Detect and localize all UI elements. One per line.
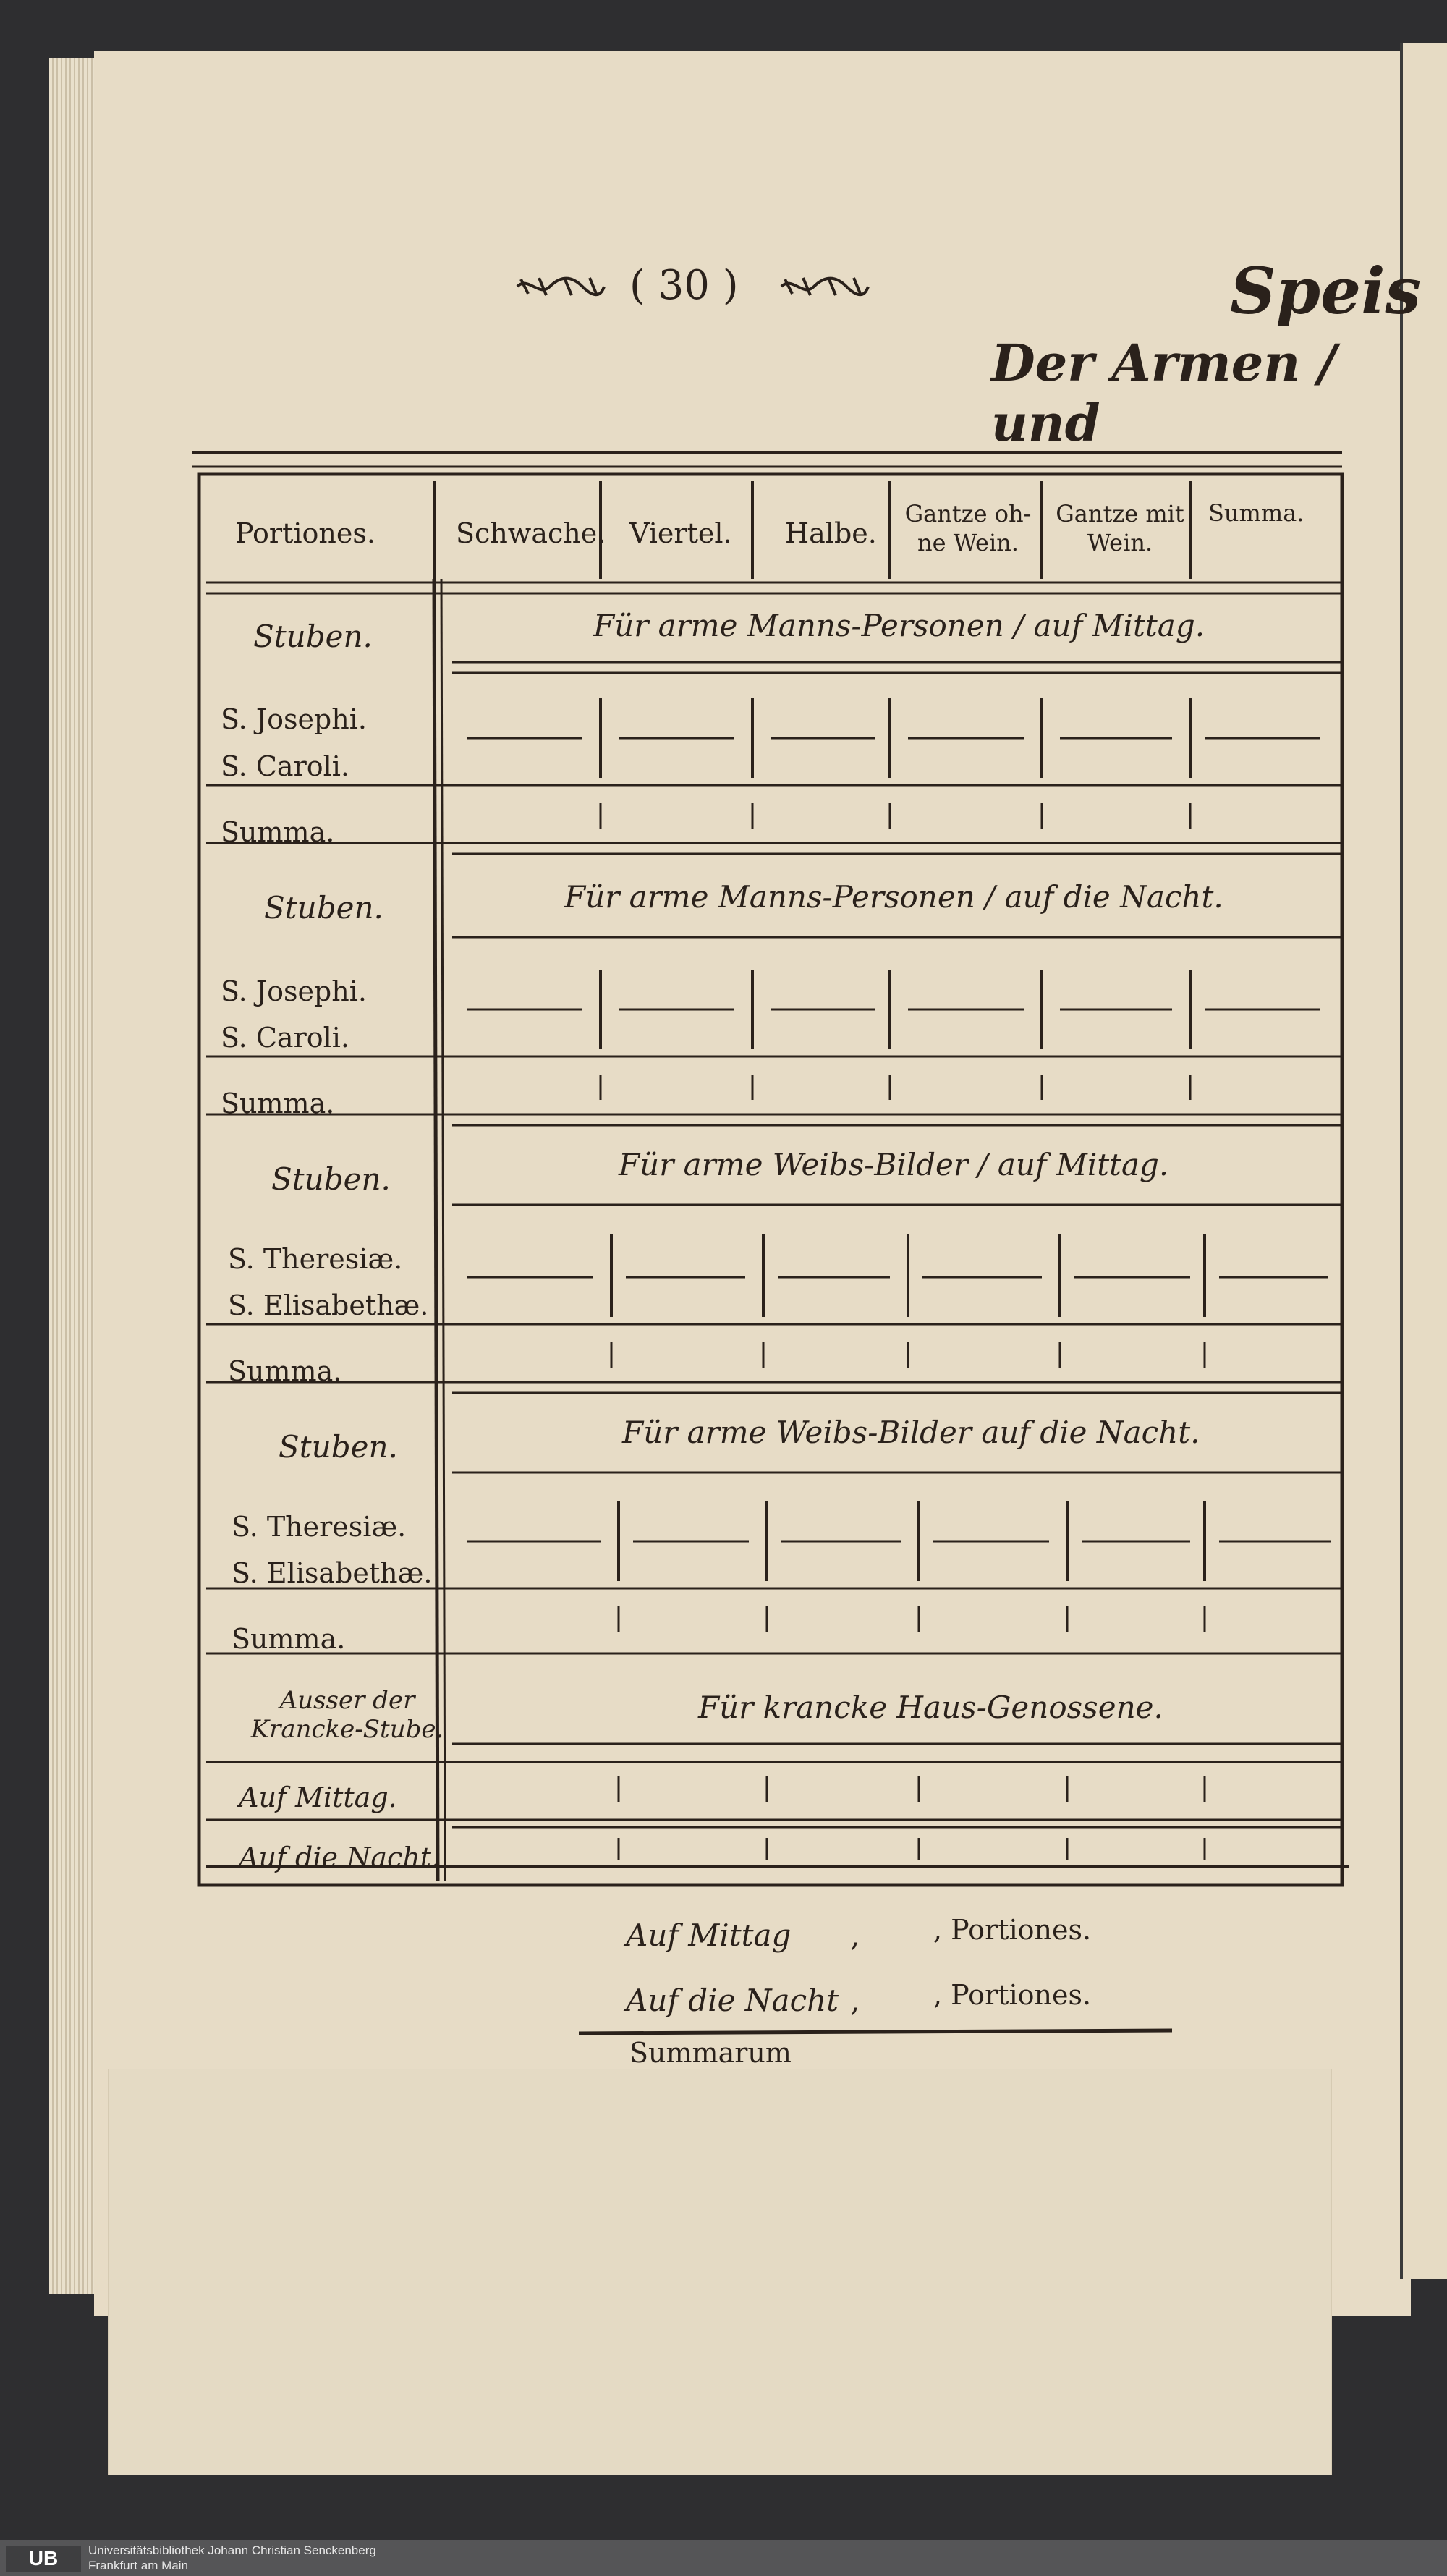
col-header-gantze-mit-wein: Gantze mit Wein. <box>1056 500 1184 556</box>
section-5-label: Ausser der Krancke-Stube. <box>250 1686 444 1744</box>
facing-page-subtitle: Der Armen / und <box>991 333 1337 453</box>
total-nacht-sep: , <box>850 1983 860 2018</box>
summarum-label: Summarum <box>629 2037 792 2069</box>
section-4-row-1: S. Theresiæ. <box>232 1511 407 1543</box>
section-1-row-2: S. Caroli. <box>221 750 349 782</box>
ub-logo: UB <box>6 2546 81 2572</box>
section-2-label: Stuben. <box>264 890 383 925</box>
section-1-title: Für arme Manns-Personen / auf Mittag. <box>593 608 1205 643</box>
section-1-summa: Summa. <box>221 816 335 848</box>
library-credit <box>88 2543 376 2573</box>
section-3-title: Für arme Weibs-Bilder / auf Mittag. <box>619 1147 1169 1182</box>
total-nacht-label: Auf die Nacht <box>626 1983 839 2018</box>
section-2-title: Für arme Manns-Personen / auf die Nacht. <box>564 879 1223 915</box>
section-5-title: Für krancke Haus-Genossene. <box>698 1690 1163 1725</box>
section-4-row-2: S. Elisabethæ. <box>232 1557 433 1589</box>
section-2-summa: Summa. <box>221 1088 335 1119</box>
folded-paper-flap <box>109 2069 1331 2475</box>
section-5-row-2: Auf die Nacht. <box>239 1842 441 1873</box>
section-3-row-1: S. Theresiæ. <box>228 1243 403 1275</box>
left-ornament-icon <box>514 272 608 301</box>
section-3-summa: Summa. <box>228 1355 342 1387</box>
section-4-label: Stuben. <box>279 1429 398 1465</box>
facing-page-title: Speis <box>1230 253 1422 329</box>
total-nacht-unit: , Portiones. <box>933 1979 1092 2011</box>
col-header-viertel: Viertel. <box>629 517 732 549</box>
section-3-row-2: S. Elisabethæ. <box>228 1289 429 1321</box>
library-name: Universitätsbibliothek Johann Christian Senckenberg <box>88 2543 376 2557</box>
library-city: Frankfurt am Main <box>88 2559 188 2572</box>
section-5-row-1: Auf Mittag. <box>239 1781 397 1813</box>
section-4-title: Für arme Weibs-Bilder auf die Nacht. <box>622 1415 1200 1450</box>
col-header-gantze-ohne-wein: Gantze oh- ne Wein. <box>904 500 1032 556</box>
right-ornament-icon <box>778 272 872 301</box>
page-number: ( 30 ) <box>629 262 739 309</box>
total-mittag-label: Auf Mittag <box>626 1918 792 1953</box>
col-header-halbe: Halbe. <box>785 517 877 549</box>
section-2-row-2: S. Caroli. <box>221 1022 349 1054</box>
section-1-label: Stuben. <box>253 619 373 654</box>
col-header-summa: Summa. <box>1208 499 1304 527</box>
total-mittag-unit: , Portiones. <box>933 1914 1092 1946</box>
section-4-summa: Summa. <box>232 1623 346 1655</box>
section-2-row-1: S. Josephi. <box>221 975 367 1007</box>
col-header-schwache: Schwache. <box>456 517 606 549</box>
total-mittag-sep: , <box>850 1918 860 1953</box>
col-header-portiones: Portiones. <box>235 517 375 549</box>
section-3-label: Stuben. <box>271 1161 391 1197</box>
section-1-row-1: S. Josephi. <box>221 703 367 735</box>
